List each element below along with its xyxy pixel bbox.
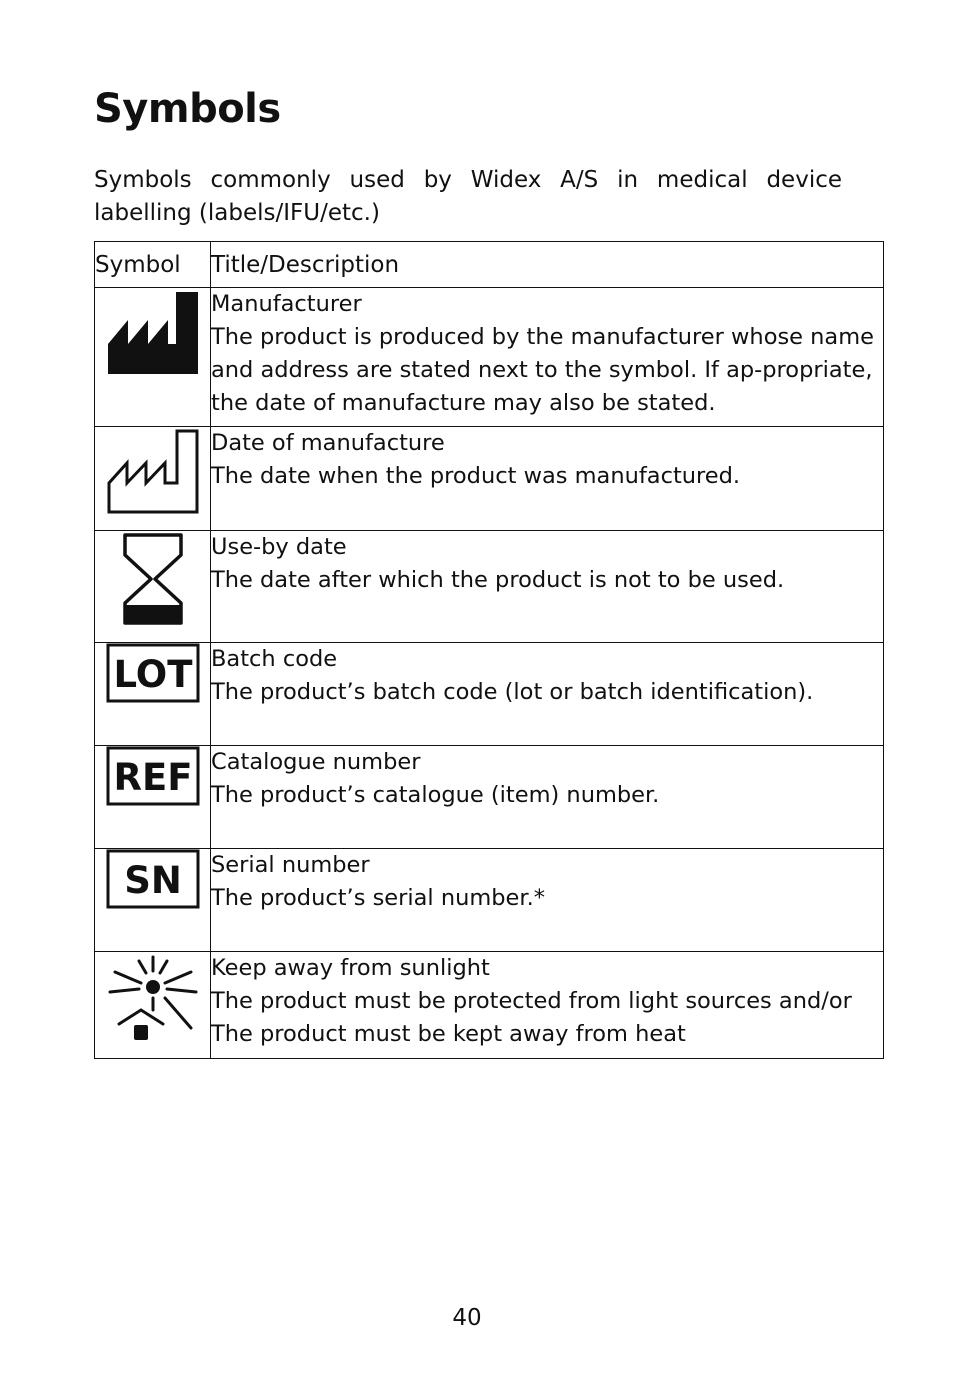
row-description: The product’s catalogue (item) number.	[211, 782, 660, 808]
row-title: Catalogue number	[211, 749, 421, 775]
table-row	[95, 643, 884, 746]
row-title: Keep away from sunlight	[211, 955, 490, 981]
description-cell	[211, 531, 884, 643]
table-row	[95, 288, 884, 427]
description-cell	[211, 427, 884, 531]
row-title: Batch code	[211, 646, 338, 672]
row-description: The product’s serial number.*	[211, 885, 545, 911]
manufacturer-icon	[106, 288, 200, 376]
symbol-cell	[95, 427, 211, 531]
intro-text: Symbols commonly used by Widex A/S in medical device labelling (labels/IFU/etc.)	[94, 167, 842, 226]
symbol-cell	[95, 643, 211, 746]
row-title: Date of manufacture	[211, 430, 445, 456]
row-title: Use-by date	[211, 534, 347, 560]
header-description: Title/Description	[211, 242, 884, 288]
row-description: The product must be protected from light sources and/or The product must be kept away from heat	[211, 988, 852, 1047]
symbols-table	[94, 241, 884, 1059]
hourglass-icon	[121, 531, 185, 627]
row-description: The date when the product was manufactured.	[211, 463, 741, 489]
ref-icon	[106, 746, 200, 806]
symbol-cell	[95, 288, 211, 427]
symbol-cell	[95, 849, 211, 952]
description-cell	[211, 288, 884, 427]
table-row	[95, 746, 884, 849]
table-row	[95, 531, 884, 643]
description-cell	[211, 952, 884, 1059]
row-description: The product’s batch code (lot or batch identification).	[211, 679, 814, 705]
symbol-cell	[95, 531, 211, 643]
table-row	[95, 849, 884, 952]
row-title: Manufacturer	[211, 291, 362, 317]
ref-icon-text: REF	[112, 756, 193, 799]
sunlight-icon	[105, 952, 201, 1042]
header-symbol: Symbol	[95, 242, 211, 288]
description-cell	[211, 746, 884, 849]
page-title: Symbols	[94, 86, 281, 132]
table-header-row	[95, 242, 884, 288]
table-row	[95, 427, 884, 531]
page-number: 40	[452, 1305, 482, 1331]
description-cell	[211, 849, 884, 952]
lot-icon	[106, 643, 200, 703]
row-title: Serial number	[211, 852, 370, 878]
lot-icon-text: LOT	[113, 653, 192, 696]
symbol-cell	[95, 952, 211, 1059]
row-description: The date after which the product is not to be used.	[211, 567, 785, 593]
sn-icon	[106, 849, 200, 909]
date-of-manufacture-icon	[106, 427, 200, 515]
sn-icon-text: SN	[123, 859, 182, 902]
table-row	[95, 952, 884, 1059]
row-description: The product is produced by the manufacturer whose name and address are stated next to the symbol. If ap-propriate, the date of manufacture may also be stated.	[211, 324, 874, 416]
symbol-cell	[95, 746, 211, 849]
description-cell	[211, 643, 884, 746]
